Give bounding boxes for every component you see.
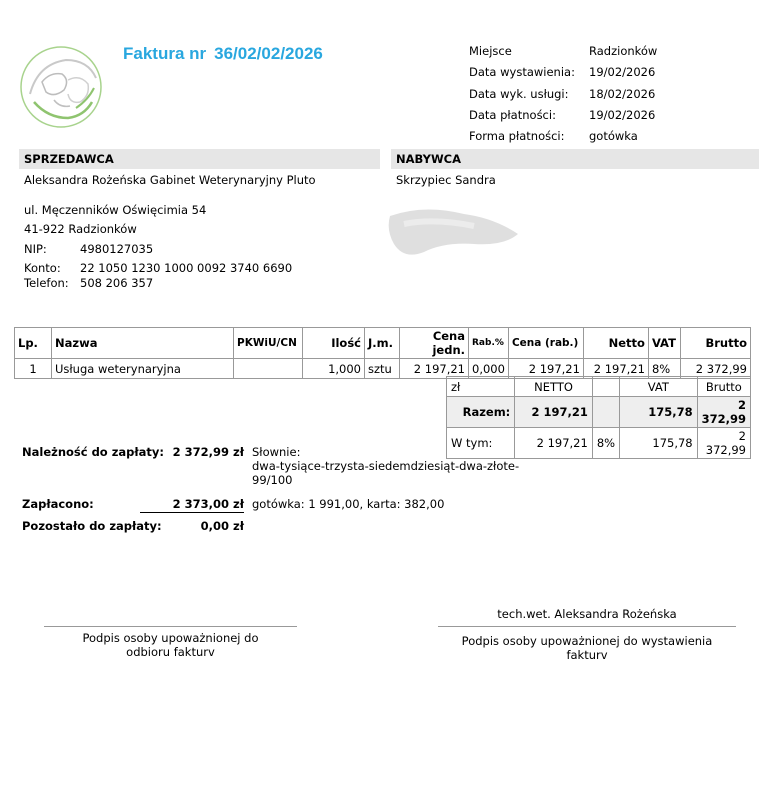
cell-pkwiu	[234, 359, 303, 379]
invoice-title	[123, 44, 323, 64]
items-table	[14, 327, 751, 379]
cell-gross: 2 372,99	[680, 359, 750, 379]
summary-incl-label: W tym:	[447, 428, 515, 459]
meta-issue-date	[469, 65, 729, 86]
summary-total-row	[447, 397, 751, 428]
col-lp: Lp.	[15, 328, 52, 359]
seller-city: 41-922 Radzionków	[24, 222, 137, 236]
cell-lp: 1	[15, 359, 52, 379]
signature-line-right	[438, 626, 736, 627]
words-line2: 99/100	[252, 473, 293, 487]
invoice-meta	[469, 44, 729, 150]
account-value: 22 1050 1230 1000 0092 3740 6690	[80, 261, 293, 275]
meta-service-date	[469, 87, 729, 108]
due-label: Należność do zapłaty:	[22, 445, 165, 459]
cell-qty: 1,000	[303, 359, 365, 379]
vat-summary-table	[446, 376, 751, 459]
summary-incl-row	[447, 428, 751, 459]
meta-label: Data wystawienia:	[469, 65, 575, 79]
summary-empty	[592, 377, 619, 397]
seller-phone	[24, 276, 153, 290]
phone-value: 508 206 357	[80, 276, 154, 290]
paid-underline	[140, 512, 244, 513]
col-vat: VAT	[648, 328, 680, 359]
summary-total-label: Razem:	[447, 397, 515, 428]
remaining-label: Pozostało do zapłaty:	[22, 519, 162, 533]
cell-name: Usługa weterynaryjna	[52, 359, 234, 379]
meta-label: Data płatności:	[469, 108, 556, 122]
signature-line-left	[44, 626, 297, 627]
summary-brutto-label: Brutto	[697, 377, 750, 397]
buyer-header: NABYWCA	[391, 149, 759, 169]
col-name: Nazwa	[52, 328, 234, 359]
meta-payment-date	[469, 108, 729, 129]
seller-account	[24, 261, 292, 275]
meta-value: gotówka	[589, 129, 638, 143]
due-value: 2 372,99 zł	[172, 445, 244, 459]
meta-label: Miejsce	[469, 44, 512, 58]
items-header-row	[15, 328, 751, 359]
col-discount: Rab.%	[469, 328, 509, 359]
seller-name: Aleksandra Rożeńska Gabinet Weterynaryjny Pluto	[24, 173, 316, 187]
summary-incl-rate: 8%	[592, 428, 619, 459]
cell-vat: 8%	[648, 359, 680, 379]
seller-nip	[24, 242, 153, 256]
summary-currency: zł	[447, 377, 515, 397]
redacted-address	[384, 204, 524, 267]
paid-detail: gotówka: 1 991,00, karta: 382,00	[252, 497, 445, 511]
clinic-logo	[18, 44, 104, 133]
col-price: Cena jedn.	[400, 328, 469, 359]
summary-netto-label: NETTO	[515, 377, 593, 397]
meta-place	[469, 44, 729, 65]
invoice-title-label: Faktura nr	[123, 44, 207, 63]
phone-label: Telefon:	[24, 276, 69, 290]
account-label: Konto:	[24, 261, 61, 275]
col-net: Netto	[583, 328, 648, 359]
signature-right-line2: fakturv	[566, 648, 608, 662]
nip-label: NIP:	[24, 242, 47, 256]
remaining-value: 0,00 zł	[200, 519, 244, 533]
words-line1: dwa-tysiące-trzysta-siedemdziesiąt-dwa-złote-	[252, 459, 520, 473]
cell-unit: sztu	[365, 359, 400, 379]
words-label: Słownie:	[252, 445, 301, 459]
buyer-name: Skrzypiec Sandra	[396, 173, 496, 187]
cell-price: 2 197,21	[400, 359, 469, 379]
meta-value: Radzionków	[589, 44, 658, 58]
summary-incl-vat: 175,78	[620, 428, 698, 459]
summary-header-row	[447, 377, 751, 397]
signature-right-line1: Podpis osoby upoważnionej do wystawienia	[461, 634, 713, 648]
issuer-name: tech.wet. Aleksandra Rożeńska	[497, 607, 677, 621]
col-price-disc: Cena (rab.)	[508, 328, 583, 359]
cell-price-disc: 2 197,21	[508, 359, 583, 379]
seller-header: SPRZEDAWCA	[19, 149, 380, 169]
col-pkwiu: PKWiU/CN	[234, 328, 303, 359]
seller-street: ul. Męczenników Oświęcimia 54	[24, 203, 207, 217]
meta-value: 19/02/2026	[589, 108, 656, 122]
cell-discount: 0,000	[469, 359, 509, 379]
meta-payment-method	[469, 129, 729, 150]
col-unit: J.m.	[365, 328, 400, 359]
summary-empty	[592, 397, 619, 428]
signature-right	[438, 634, 736, 662]
meta-value: 18/02/2026	[589, 87, 656, 101]
summary-incl-net: 2 197,21	[515, 428, 593, 459]
signature-left-line1: Podpis osoby upoważnionej do	[82, 631, 259, 645]
meta-label: Data wyk. usługi:	[469, 87, 569, 101]
signature-left	[44, 631, 297, 659]
paid-label: Zapłacono:	[22, 497, 94, 511]
cell-net: 2 197,21	[583, 359, 648, 379]
signature-left-line2: odbioru fakturv	[126, 645, 215, 659]
meta-label: Forma płatności:	[469, 129, 565, 143]
summary-total-gross: 2 372,99	[697, 397, 750, 428]
invoice-number: 36/02/02/2026	[214, 44, 323, 63]
summary-total-net: 2 197,21	[515, 397, 593, 428]
col-qty: Ilość	[303, 328, 365, 359]
summary-incl-gross: 2 372,99	[697, 428, 750, 459]
meta-value: 19/02/2026	[589, 65, 656, 79]
nip-value: 4980127035	[80, 242, 154, 256]
summary-total-vat: 175,78	[620, 397, 698, 428]
col-gross: Brutto	[680, 328, 750, 359]
summary-vat-label: VAT	[620, 377, 698, 397]
paid-value: 2 373,00 zł	[172, 497, 244, 511]
